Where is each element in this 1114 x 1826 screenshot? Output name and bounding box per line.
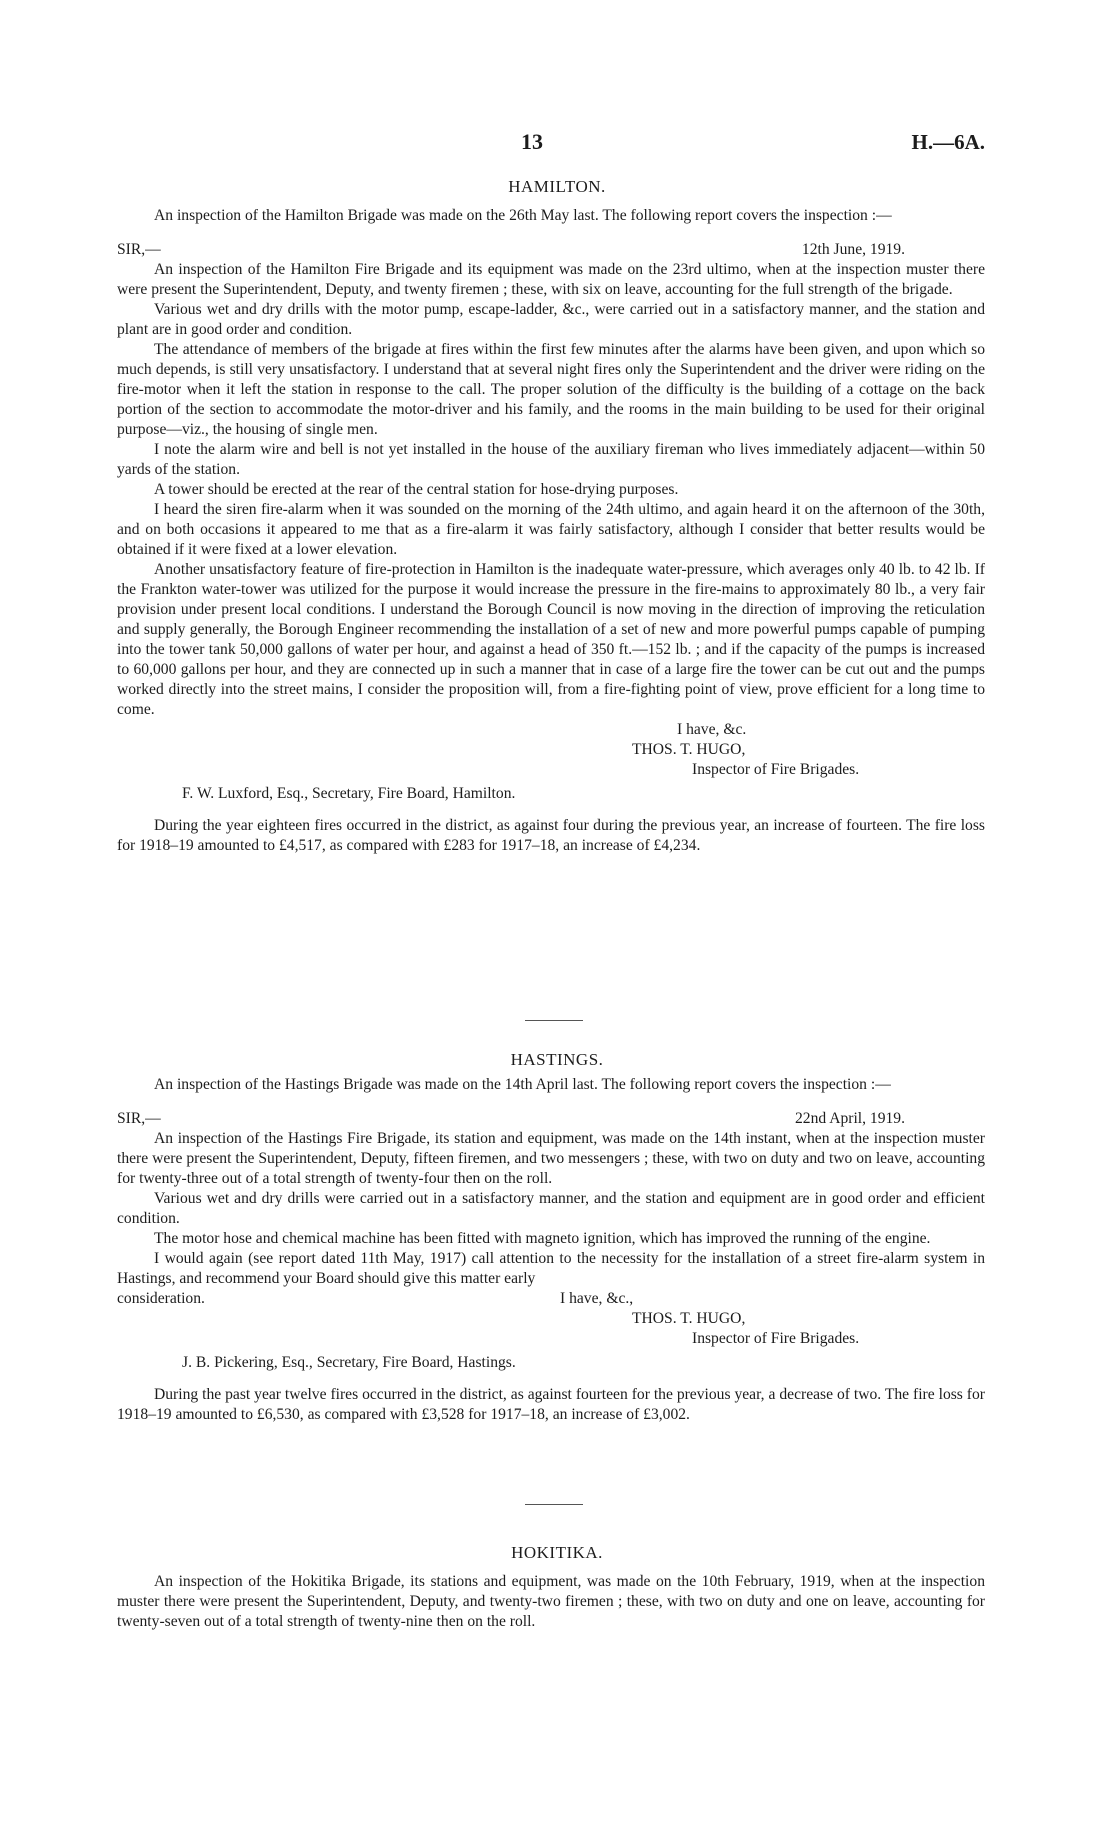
- hamilton-paragraph: I heard the siren fire-alarm when it was sounded on the morning of the 24th ultimo, and again heard it on the afternoon of the 30th, and on both occasions it appeared to me that as a fire-alarm it was fairly satisfactory, although I consider that better results would be obtained if it were fixed at a lower elevation.: [117, 501, 985, 558]
- hastings-last-line: consideration.: [117, 1290, 205, 1307]
- hamilton-signatory-title: Inspector of Fire Brigades.: [692, 761, 860, 778]
- hamilton-section: [117, 206, 985, 856]
- hastings-closing-row: [117, 1289, 985, 1309]
- hamilton-signatory: THOS. T. HUGO,: [632, 741, 746, 758]
- section-title-hamilton: HAMILTON.: [508, 177, 606, 196]
- hastings-salutation: SIR,—: [117, 1110, 161, 1127]
- hamilton-letter-head: [117, 240, 985, 260]
- section-divider: [525, 1020, 583, 1021]
- hastings-summary: During the past year twelve fires occurred in the district, as against fourteen for the previous year, a decrease of two. The fire loss for 1918–19 amounted to £6,530, as compared with £3,528 for 1917–18, an increase of £3,002.: [117, 1386, 985, 1423]
- hamilton-paragraph: Another unsatisfactory feature of fire-protection in Hamilton is the inadequate water-pressure, which averages only 40 lb. to 42 lb. If the Frankton water-tower was utilized for the purpose it would increase the pressure in the fire-mains to approximately 80 lb., a very fair provision under present local conditions. I understand the Borough Council is now moving in the direction of improving the reticulation and supply generally, the Borough Engineer recommending the installation of a set of new and more powerful pumps capable of pumping into the tower tank 50,000 gallons of water per hour, and against a head of 350 ft.—152 lb. ; and if the capacity of the pumps is increased to 60,000 gallons per hour, and they are connected up in such a manner that in case of a large fire the tower can be cut out and the pumps worked directly into the street mains, I consider the proposition will, from a fire-fighting point of view, prove efficient for a long time to come.: [117, 561, 985, 718]
- hastings-letter-date: 22nd April, 1919.: [794, 1110, 905, 1127]
- hamilton-paragraph: A tower should be erected at the rear of the central station for hose-drying purposes.: [154, 481, 679, 498]
- hastings-signatory: THOS. T. HUGO,: [632, 1310, 746, 1327]
- section-title-hastings: HASTINGS.: [510, 1050, 604, 1069]
- hastings-intro: An inspection of the Hastings Brigade was made on the 14th April last. The following report covers the inspection :—: [154, 1076, 891, 1093]
- hamilton-closing: I have, &c.: [677, 721, 747, 738]
- hastings-letter-head: [117, 1109, 985, 1129]
- hamilton-intro: An inspection of the Hamilton Brigade was made on the 26th May last. The following report covers the inspection :—: [154, 207, 892, 224]
- hamilton-paragraph: Various wet and dry drills with the motor pump, escape-ladder, &c., were carried out in a satisfactory manner, and the station and plant are in good order and condition.: [117, 301, 985, 338]
- hamilton-paragraph: I note the alarm wire and bell is not yet installed in the house of the auxiliary fireman who lives immediately adjacent—within 50 yards of the station.: [117, 441, 985, 478]
- hamilton-salutation: SIR,—: [117, 241, 161, 258]
- hastings-closing: I have, &c.,: [560, 1290, 634, 1307]
- page-number: 13: [521, 129, 543, 154]
- hamilton-paragraph: An inspection of the Hamilton Fire Brigade and its equipment was made on the 23rd ultimo, when at the inspection muster there were present the Superintendent, Deputy, and twenty firemen ; these, with six on leave, accounting for the full strength of the brigade.: [117, 261, 985, 298]
- hokitika-section: [117, 1572, 985, 1632]
- hastings-signatory-title: Inspector of Fire Brigades.: [692, 1330, 860, 1347]
- hamilton-paragraph: The attendance of members of the brigade at fires within the first few minutes after the alarms have been given, and upon which so much depends, is still very unsatisfactory. I understand that at several night fires only the Superintendent and the driver were riding on the fire-motor when it left the station in response to the call. The proper solution of the difficulty is the building of a cottage on the back portion of the section to accommodate the motor-driver and his family, and the rooms in the main building to be used for their original purpose—viz., the housing of single men.: [117, 341, 985, 438]
- hamilton-summary: During the year eighteen fires occurred in the district, as against four during the previous year, an increase of fourteen. The fire loss for 1918–19 amounted to £4,517, as compared with £283 for 1917–18, an increase of £4,234.: [117, 817, 985, 854]
- section-divider: [525, 1504, 583, 1505]
- hamilton-addressee: F. W. Luxford, Esq., Secretary, Fire Board, Hamilton.: [182, 785, 516, 802]
- hastings-section: [117, 1075, 985, 1425]
- hastings-paragraph: The motor hose and chemical machine has been fitted with magneto ignition, which has improved the running of the engine.: [154, 1230, 931, 1247]
- hamilton-letter-date: 12th June, 1919.: [801, 241, 905, 258]
- document-reference: H.—6A.: [911, 130, 985, 154]
- hastings-paragraph: I would again (see report dated 11th May, 1917) call attention to the necessity for the installation of a street fire-alarm system in Hastings, and recommend your Board should give this matter early: [117, 1250, 985, 1287]
- hastings-addressee: J. B. Pickering, Esq., Secretary, Fire Board, Hastings.: [182, 1354, 516, 1371]
- section-title-hokitika: HOKITIKA.: [511, 1543, 603, 1562]
- hokitika-intro: An inspection of the Hokitika Brigade, its stations and equipment, was made on the 10th February, 1919, when at the inspection muster there were present the Superintendent, Deputy, and twenty-two firemen ; these, with two on duty and one on leave, accounting for twenty-seven out of a total strength of twenty-nine then on the roll.: [117, 1573, 985, 1630]
- hastings-paragraph: An inspection of the Hastings Fire Brigade, its station and equipment, was made on the 14th instant, when at the inspection muster there were present the Superintendent, Deputy, fifteen firemen, and two messengers ; these, with two on duty and two on leave, accounting for twenty-three out of a total strength of twenty-four then on the roll.: [117, 1130, 985, 1187]
- hastings-paragraph: Various wet and dry drills were carried out in a satisfactory manner, and the station and equipment are in good order and efficient condition.: [117, 1190, 985, 1227]
